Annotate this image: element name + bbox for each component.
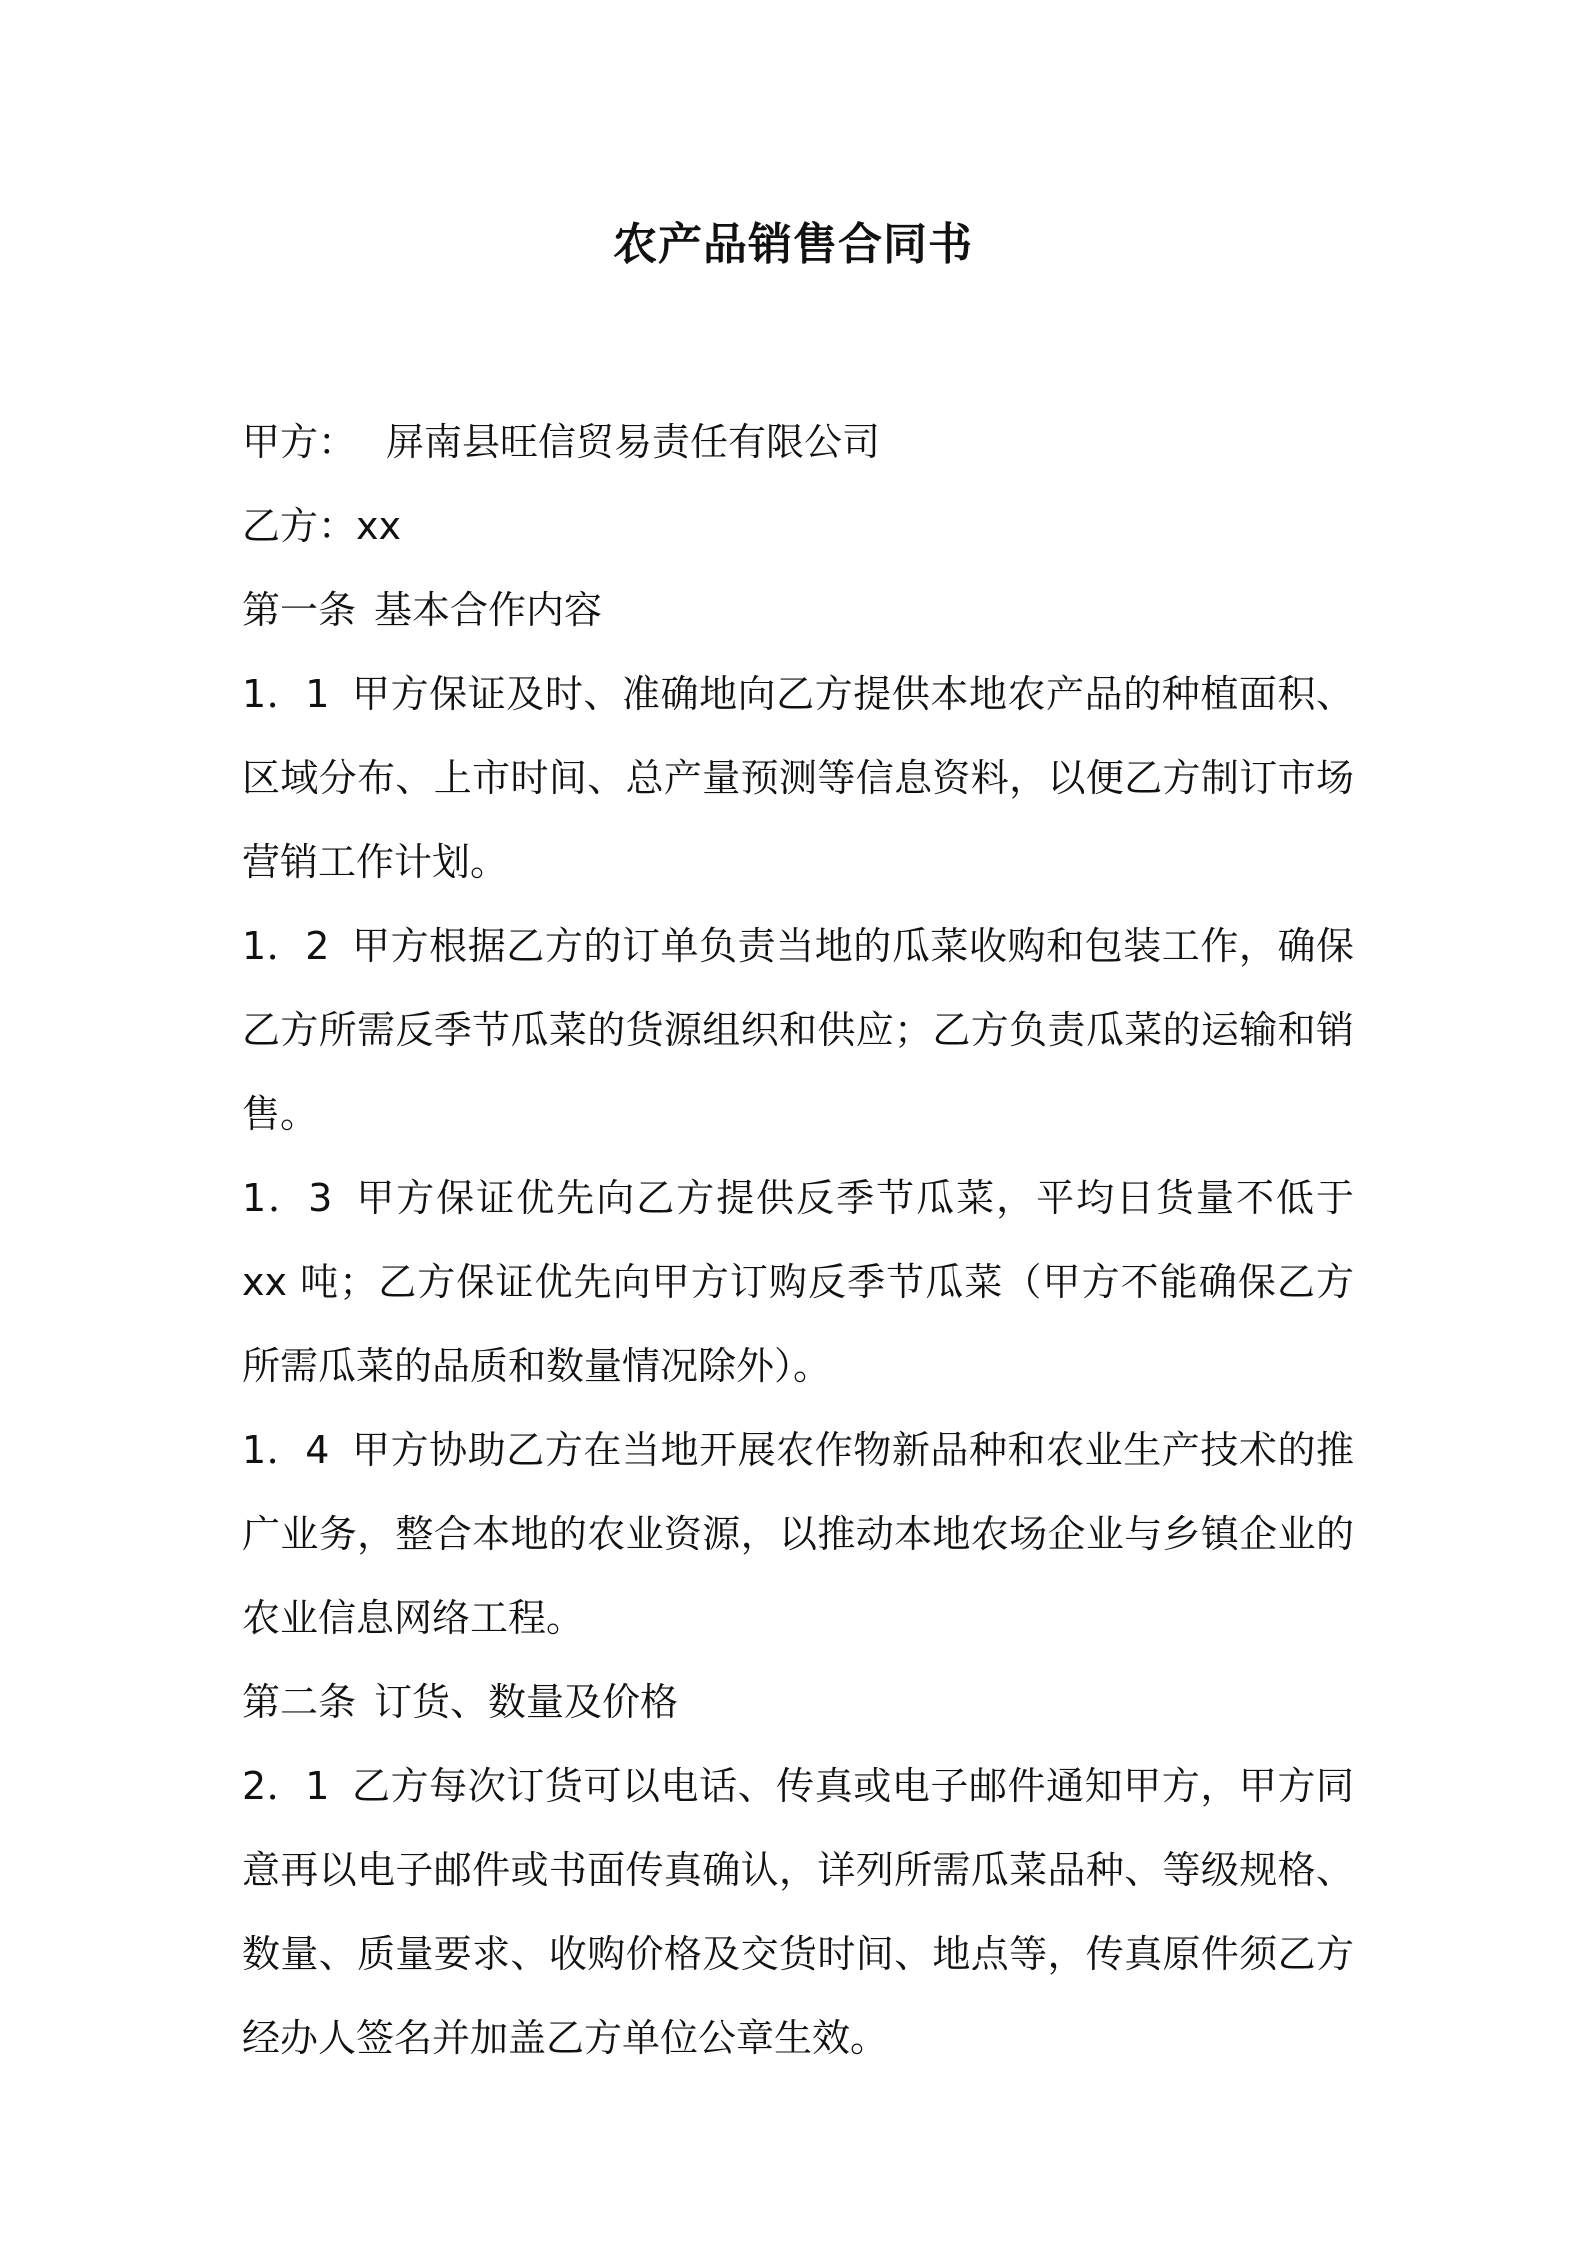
- clause: [242, 1744, 1354, 2080]
- clause-number: 1．3: [242, 1176, 333, 1220]
- clause-number: 1．4: [242, 1428, 330, 1472]
- section-title: 基本合作内容: [374, 588, 603, 632]
- section-heading: [242, 568, 1354, 652]
- document-body: [242, 400, 1354, 2080]
- clause-number: 1．1: [242, 672, 330, 716]
- clause: [242, 1408, 1354, 1660]
- clause: [242, 904, 1354, 1156]
- document-title: 农产品销售合同书: [613, 219, 973, 270]
- party-b-line: [242, 484, 1354, 568]
- section-heading: [242, 1660, 1354, 1744]
- clause-text: 甲方保证及时、准确地向乙方提供本地农产品的种植面积、区域分布、上市时间、总产量预测等信息资料，以便乙方制订市场营销工作计划。: [242, 672, 1354, 884]
- party-b-value: xx: [356, 504, 401, 548]
- clause: [242, 652, 1354, 904]
- party-b-label: 乙方：: [242, 504, 357, 548]
- section-number: 第一条: [242, 588, 357, 632]
- party-a-label: 甲方：: [242, 420, 357, 464]
- clause-number: 1．2: [242, 924, 330, 968]
- clause: [242, 1156, 1354, 1408]
- section-title: 订货、数量及价格: [374, 1680, 679, 1724]
- clause-text: 乙方每次订货可以电话、传真或电子邮件通知甲方，甲方同意再以电子邮件或书面传真确认，详列所需瓜菜品种、等级规格、数量、质量要求、收购价格及交货时间、地点等，传真原件须乙方经办人签名并加盖乙方单位公章生效。: [242, 1764, 1354, 2060]
- clause-text: 甲方根据乙方的订单负责当地的瓜菜收购和包装工作，确保乙方所需反季节瓜菜的货源组织和供应；乙方负责瓜菜的运输和销售。: [242, 924, 1354, 1136]
- party-a-value: 屏南县旺信贸易责任有限公司: [386, 420, 881, 464]
- party-a-line: [242, 400, 1354, 484]
- section-number: 第二条: [242, 1680, 357, 1724]
- clause-number: 2．1: [242, 1764, 330, 1808]
- clause-text: 甲方保证优先向乙方提供反季节瓜菜，平均日货量不低于 xx 吨；乙方保证优先向甲方订购反季节瓜菜（甲方不能确保乙方所需瓜菜的品质和数量情况除外）。: [242, 1176, 1354, 1388]
- clause-text: 甲方协助乙方在当地开展农作物新品种和农业生产技术的推广业务，整合本地的农业资源，以推动本地农场企业与乡镇企业的农业信息网络工程。: [242, 1428, 1354, 1640]
